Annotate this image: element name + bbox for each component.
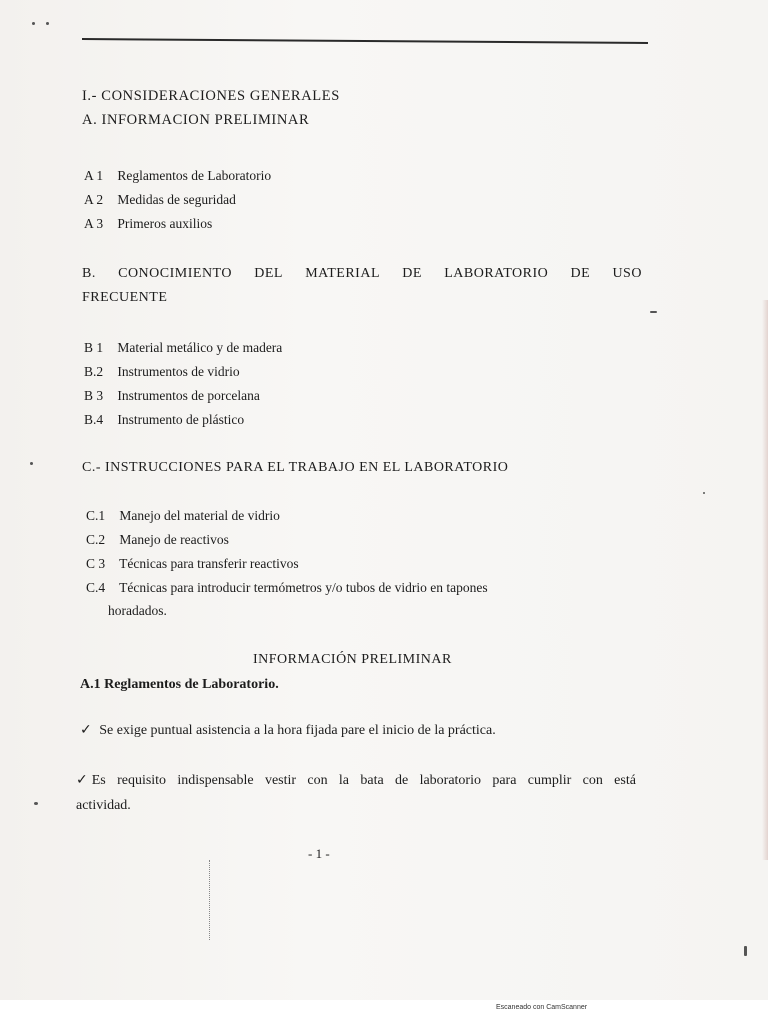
item-code: C.1 bbox=[86, 508, 106, 523]
page-number: - 1 - bbox=[308, 846, 330, 861]
item-code: A 2 bbox=[84, 192, 104, 207]
word: para bbox=[492, 773, 517, 788]
word: vestir bbox=[264, 773, 297, 788]
section-a-title: A. INFORMACION PRELIMINAR bbox=[82, 112, 310, 128]
word: de bbox=[395, 773, 409, 788]
item-code: B 1 bbox=[84, 340, 104, 355]
word: con bbox=[582, 773, 603, 788]
word: laboratorio bbox=[419, 773, 481, 788]
item-code: B.4 bbox=[84, 412, 104, 427]
list-item bbox=[84, 364, 240, 380]
section-c-title: C.- INSTRUCCIONES PARA EL TRABAJO EN EL LABORATORIO bbox=[82, 460, 509, 475]
scan-speck bbox=[46, 22, 49, 25]
item-label: Instrumento de plástico bbox=[117, 412, 245, 427]
scan-speck bbox=[744, 946, 747, 956]
item-code: C.2 bbox=[86, 532, 106, 547]
word: con bbox=[307, 773, 328, 788]
list-item bbox=[86, 508, 280, 524]
list-item bbox=[84, 388, 260, 404]
title-word: CONOCIMIENTO bbox=[118, 266, 232, 281]
item-label: Reglamentos de Laboratorio bbox=[117, 168, 272, 183]
scan-speck bbox=[703, 492, 705, 494]
section-b-title-line2: FRECUENTE bbox=[82, 290, 168, 305]
title-word: MATERIAL bbox=[305, 266, 380, 281]
item-label: Manejo de reactivos bbox=[119, 532, 229, 547]
list-item bbox=[86, 580, 488, 596]
header-rule bbox=[82, 38, 648, 44]
title-word: LABORATORIO bbox=[444, 266, 549, 281]
item-code: B 3 bbox=[84, 388, 104, 403]
item-label: Instrumentos de vidrio bbox=[117, 364, 240, 379]
item-label: Primeros auxilios bbox=[117, 216, 213, 231]
check-icon: ✓ bbox=[76, 772, 88, 788]
word: indispensable bbox=[177, 773, 254, 788]
info-subheading: A.1 Reglamentos de Laboratorio. bbox=[80, 677, 279, 692]
scan-speck bbox=[34, 802, 38, 805]
check-icon: ✓ bbox=[80, 722, 92, 738]
item-label: Técnicas para introducir termómetros y/o tubos de vidrio en tapones bbox=[119, 580, 488, 595]
list-item bbox=[84, 340, 282, 356]
list-item bbox=[86, 556, 299, 572]
list-item bbox=[84, 168, 271, 184]
item-label: Manejo del material de vidrio bbox=[119, 508, 280, 523]
title-word: B. bbox=[82, 266, 96, 281]
word: bata bbox=[360, 773, 384, 788]
item-code: A 1 bbox=[84, 168, 104, 183]
page-edge-shadow bbox=[762, 300, 768, 860]
paragraph-1 bbox=[80, 722, 496, 739]
list-item bbox=[84, 192, 236, 208]
item-label: Técnicas para transferir reactivos bbox=[119, 556, 299, 571]
word: Es bbox=[91, 773, 106, 788]
paragraph-2 bbox=[76, 772, 636, 789]
footer-bar bbox=[0, 1000, 768, 1024]
item-code: C.4 bbox=[86, 580, 106, 595]
item-label: Material metálico y de madera bbox=[117, 340, 283, 355]
item-code: A 3 bbox=[84, 216, 104, 231]
word: requisito bbox=[117, 773, 167, 788]
scan-speck bbox=[30, 462, 33, 465]
title-word: DE bbox=[570, 266, 591, 281]
list-item-continuation: horadados. bbox=[108, 603, 167, 618]
list-item bbox=[84, 412, 244, 428]
scan-speck bbox=[32, 22, 35, 25]
title-word: DEL bbox=[254, 266, 283, 281]
title-word: DE bbox=[402, 266, 422, 281]
list-item bbox=[86, 532, 229, 548]
list-item bbox=[84, 216, 212, 232]
word: cumplir bbox=[527, 773, 572, 788]
scan-speck bbox=[650, 311, 657, 313]
paragraph-text: Se exige puntual asistencia a la hora fijada pare el inicio de la práctica. bbox=[99, 723, 496, 738]
paragraph-2-line1 bbox=[92, 773, 636, 789]
info-heading: INFORMACIÓN PRELIMINAR bbox=[253, 652, 452, 667]
scan-artifact-line bbox=[209, 860, 210, 940]
word: la bbox=[338, 773, 350, 788]
main-heading: I.- CONSIDERACIONES GENERALES bbox=[82, 88, 340, 104]
section-b-title bbox=[82, 266, 642, 282]
title-word: USO bbox=[612, 266, 642, 281]
item-label: Medidas de seguridad bbox=[117, 192, 236, 207]
item-code: B.2 bbox=[84, 364, 104, 379]
item-code: C 3 bbox=[86, 556, 106, 571]
word: está bbox=[614, 773, 636, 788]
paragraph-2-line2: actividad. bbox=[76, 798, 131, 813]
scanner-credit: Escaneado con CamScanner bbox=[496, 1004, 588, 1011]
item-label: Instrumentos de porcelana bbox=[117, 388, 260, 403]
